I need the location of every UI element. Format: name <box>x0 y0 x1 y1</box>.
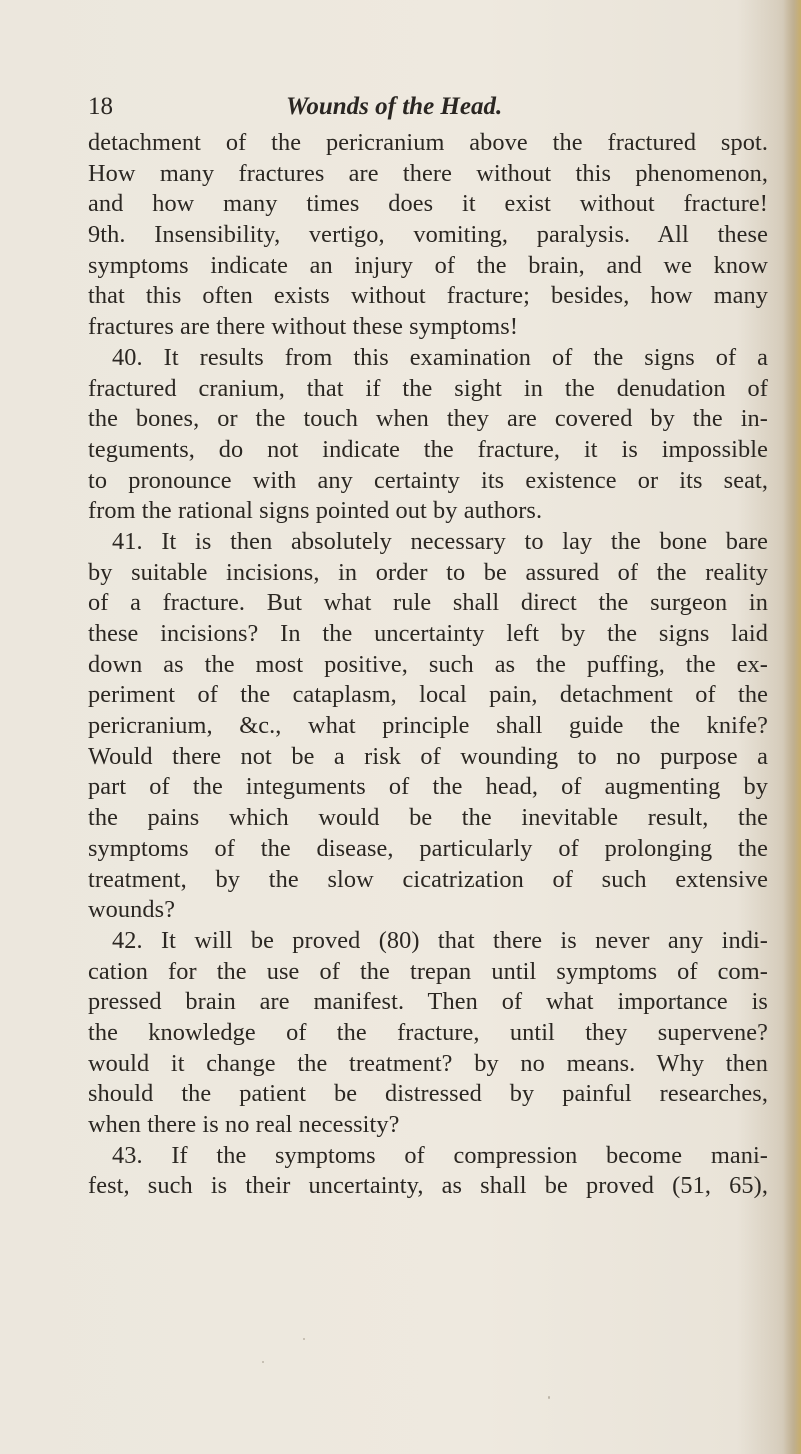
text-line: 41. It is then absolutely necessary to lay the bone bare <box>112 527 768 555</box>
page-number: 18 <box>88 93 113 120</box>
paper-speck <box>548 1396 550 1399</box>
text-line: cation for the use of the trepan until symptoms of com- <box>88 957 768 985</box>
text-line: of a fracture. But what rule shall direct the surgeon in <box>88 589 768 617</box>
text-line: 9th. Insensibility, vertigo, vomiting, paralysis. All these <box>88 221 768 249</box>
text-line: treatment, by the slow cicatrization of such extensive <box>88 865 768 893</box>
paper-speck <box>262 1361 264 1363</box>
text-line: when there is no real necessity? <box>88 1111 400 1138</box>
text-line: fest, such is their uncertainty, as shall be proved (51, 65), <box>88 1172 768 1200</box>
text-line: 43. If the symptoms of compression become mani- <box>112 1141 768 1169</box>
text-line: that this often exists without fracture; besides, how many <box>88 282 768 310</box>
text-line: these incisions? In the uncertainty left by the signs laid <box>88 620 768 647</box>
running-head <box>88 92 628 124</box>
text-line: fractures are there without these symptoms! <box>88 313 519 341</box>
text-line: 40. It results from this examination of the signs of a <box>112 343 768 371</box>
text-line: should the patient be distressed by painful researches, <box>88 1080 768 1108</box>
body-text <box>88 128 768 1202</box>
text-line: from the rational signs pointed out by authors. <box>88 497 543 525</box>
text-line: down as the most positive, such as the puffing, the ex- <box>88 650 768 678</box>
text-line: symptoms indicate an injury of the brain, and we know <box>88 251 768 279</box>
text-line: symptoms of the disease, particularly of prolonging the <box>88 834 768 862</box>
text-line: the bones, or the touch when they are covered by the in- <box>88 405 768 433</box>
text-line: pericranium, &c., what principle shall guide the knife? <box>88 712 768 740</box>
text-line: the knowledge of the fracture, until they supervene? <box>88 1018 768 1046</box>
text-line: periment of the cataplasm, local pain, detachment of the <box>88 681 768 709</box>
text-line: the pains which would be the inevitable result, the <box>88 804 768 832</box>
text-line: wounds? <box>88 896 176 924</box>
text-line: part of the integuments of the head, of augmenting by <box>88 773 768 801</box>
text-line: pressed brain are manifest. Then of what importance is <box>88 988 768 1016</box>
text-line: Would there not be a risk of wounding to no purpose a <box>88 742 768 770</box>
paper-speck <box>303 1338 305 1340</box>
text-line: and how many times does it exist without fracture! <box>88 190 768 218</box>
text-line: 42. It will be proved (80) that there is never any indi- <box>112 926 768 954</box>
running-title: Wounds of the Head. <box>286 93 503 120</box>
text-line: How many fractures are there without this phenomenon, <box>88 159 768 187</box>
text-line: teguments, do not indicate the fracture, it is impossible <box>88 435 768 463</box>
text-line: fractured cranium, that if the sight in the denudation of <box>88 374 768 402</box>
text-line: detachment of the pericranium above the fractured spot. <box>88 129 768 156</box>
text-line: would it change the treatment? by no means. Why then <box>88 1049 768 1077</box>
page-edge-shadow <box>783 0 801 1454</box>
text-line: to pronounce with any certainty its existence or its seat, <box>88 466 768 494</box>
text-line: by suitable incisions, in order to be assured of the reality <box>88 558 768 586</box>
